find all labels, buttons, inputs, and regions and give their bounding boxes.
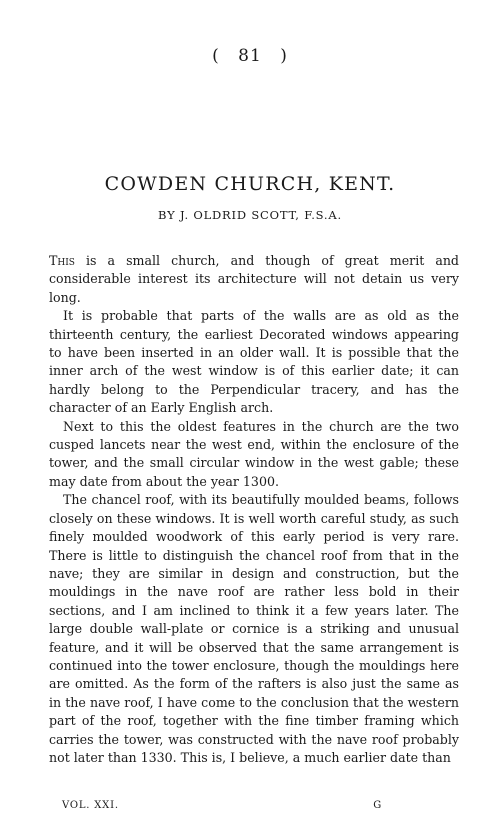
paragraph-4: The chancel roof, with its beautifully moulded beams, follows closely on these windows. It is well worth careful study, as such finely moulded woodwork of this early period is very rare. There is little to distinguish the chancel roof from that in the nave; they are similar in design and construction, but the mouldings in the nave roof are rather less bold in their sections, and I am inclined to think it a few years later. The large double wall-plate or cornice is a striking and unusual feature, and it will be observed that the same arrangement is continued into the tower enclosure, though the mouldings here are omitted. As the form of the rafters is also just the same as in the nave roof, I have come to the conclusion that the western part of the roof, together with the fine timber framing which carries the tower, was constructed with the nave roof probably not later than 1330. This is, I believe, a much earlier date than [49, 492, 459, 765]
signature-mark: G [373, 800, 382, 811]
paragraph-2: It is probable that parts of the walls are as old as the thirteenth century, the earliest Decorated windows appearing to have been inserted in an older wall. It is possible that the inner arch of the west window is of this earlier date; it can hardly belong to the Perpendicular tracery, and has the character of an Early English arch. [49, 308, 459, 416]
paragraph-3: Next to this the oldest features in the church are the two cusped lancets near the west end, within the enclosure of the tower, and the small circular window in the west gable; these may date from about the year 1300. [49, 418, 459, 489]
article-author: BY J. OLDRID SCOTT, F.S.A. [158, 208, 342, 222]
article-body [49, 252, 459, 767]
page-number-close-paren: ) [280, 46, 288, 66]
page-number-open-paren: ( [212, 46, 220, 66]
page-number-value: 81 [238, 46, 262, 66]
paragraph-1-text: is a small church, and though of great merit and considerable interest its architecture will not detain us very long. [49, 253, 459, 305]
volume-label: VOL. XXI. [62, 800, 119, 811]
page-number [0, 46, 500, 66]
paragraph-1 [49, 252, 459, 307]
page-footer [62, 800, 382, 811]
opening-word: This [49, 253, 75, 268]
article-title: COWDEN CHURCH, KENT. [104, 173, 396, 195]
